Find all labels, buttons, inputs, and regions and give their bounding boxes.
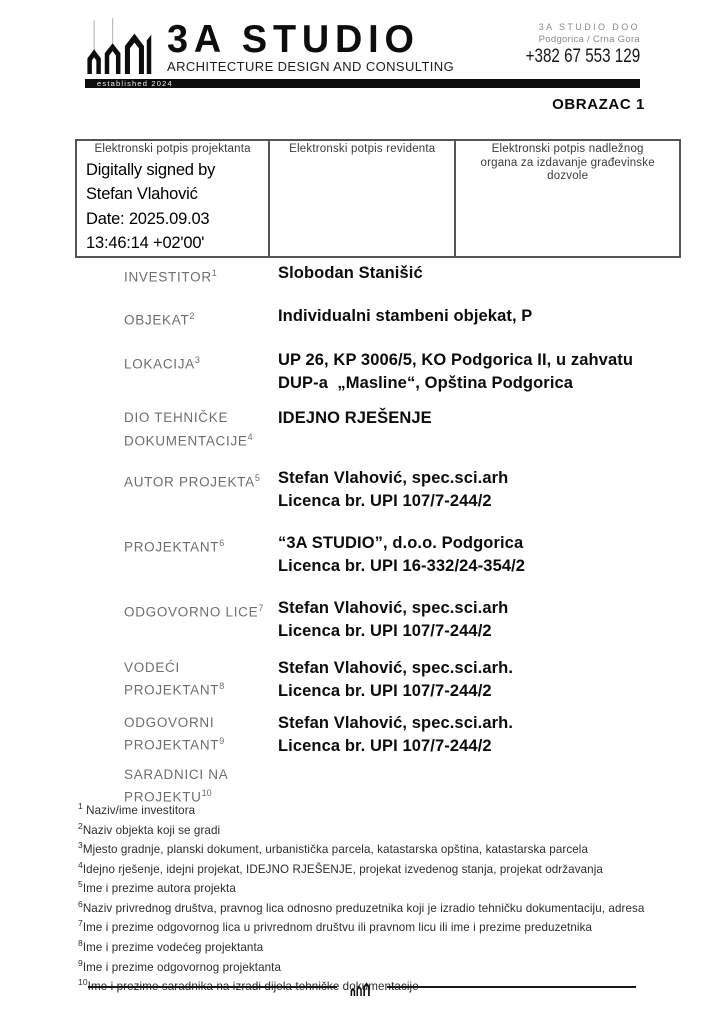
company-location: Podgorica / Crna Gora: [538, 34, 640, 45]
form-row-dio-tehnicke-dokumentacije: [124, 407, 664, 451]
footnote: $^6$Naziv privrednog društva, pravnog lica odnosno preduzetnika koji je izradio tehničku dokumentaciju, adresa: [78, 898, 645, 915]
form-value: Stefan Vlahović, spec.sci.arh. Licenca br. UPI 107/7-244/2: [278, 658, 514, 700]
company-logo-icon: [85, 18, 157, 74]
signature-col-header: Elektronski potpis nadležnog organa za izdavanje građevinske dozvole: [480, 143, 655, 182]
signature-table: [75, 139, 681, 258]
company-phone: +382 67 553 129: [525, 46, 640, 67]
footnote: $^7$Ime i prezime odgovornog lica u privrednom društvu ili pravnom licu ili ime i prezime preduzetnika: [78, 918, 593, 935]
form-value: Stefan Vlahović, spec.sci.arh Licenca br. UPI 107/7-244/2: [278, 598, 509, 640]
form-label: VODEĆI PROJEKTANT$^8$: [124, 659, 225, 698]
signature-col-header: Elektronski potpis projektanta: [94, 143, 251, 155]
form-row-lokacija: [124, 349, 664, 395]
signature-line: Date: 2025.09.03: [86, 209, 210, 228]
form-row-autor-projekta: [124, 467, 664, 513]
form-code: OBRAZAC 1: [552, 96, 645, 113]
contact-block: [497, 22, 640, 68]
form-label: ODGOVORNO LICE$^7$: [124, 602, 264, 619]
form-label: LOKACIJA$^3$: [124, 355, 200, 372]
form-row-odgovorno-lice: [124, 597, 664, 643]
signature-cell-nadlezni-organ: [455, 140, 680, 257]
form-value: IDEJNO RJEŠENJE: [278, 409, 432, 427]
form-label: OBJEKAT$^2$: [124, 311, 195, 328]
form-value: “3A STUDIO”, d.o.o. Podgorica Licenca br. UPI 16-332/24-354/2: [278, 533, 526, 575]
footnote: $^1$ Naziv/ime investitora: [78, 801, 196, 817]
footnote: $^9$Ime i prezime odgovornog projektanta: [78, 957, 282, 974]
form-row-objekat: [124, 305, 664, 330]
form-label: SARADNICI NA PROJEKTU$^{10}$: [124, 766, 228, 805]
signature-line: Stefan Vlahović: [86, 185, 198, 203]
footer-divider: [387, 986, 636, 988]
footnote: $^3$Mjesto gradnje, planski dokument, urbanistička parcela, katastarska opština, katastarska parcela: [78, 840, 588, 856]
signature-line: 13:46:14 +02'00': [86, 234, 205, 252]
digital-signature: [81, 158, 264, 256]
signature-cell-projektant: [76, 140, 269, 257]
footnote: $^8$Ime i prezime vodećeg projektanta: [78, 937, 264, 954]
form-label: ODGOVORNI PROJEKTANT$^9$: [124, 714, 225, 753]
form-row-odgovorni-projektant: [124, 712, 664, 758]
signature-line: Digitally signed by: [86, 160, 216, 179]
page-footer: [88, 977, 636, 996]
footnote: $^{10}$ dokumentacije: [78, 977, 419, 993]
form-label: AUTOR PROJEKTA$^5$: [124, 472, 260, 489]
footnote: $^5$Ime i prezime autora projekta: [78, 879, 236, 896]
footnote: $^2$Naziv objekta koji se gradi: [78, 820, 221, 837]
form-value: Slobodan Stanišić: [278, 264, 423, 282]
footnote: $^4$Idejno rješenje, idejni projekat, IDEJNO RJEŠENJE, projekat izvedenog stanja, projekat održavanja: [78, 859, 603, 876]
company-name: 3A STUDIO DOO: [538, 22, 640, 32]
brand-tagline: ARCHITECTURE DESIGN AND CONSULTING: [167, 59, 455, 74]
form-label: PROJEKTANT$^6$: [124, 537, 225, 554]
footer-divider: [88, 986, 337, 988]
established-bar: established 2024: [85, 79, 640, 88]
form-value: Stefan Vlahović, spec.sci.arh Licenca br. UPI 107/7-244/2: [278, 468, 509, 510]
form-row-projektant: [124, 532, 664, 578]
footnotes-section: [78, 799, 658, 995]
form-label: DIO TEHNIČKE DOKUMENTACIJE$^4$: [124, 410, 253, 448]
signature-col-header: Elektronski potpis revidenta: [289, 143, 436, 155]
project-info-section: [124, 262, 664, 807]
form-row-vodeci-projektant: [124, 657, 664, 703]
form-label: INVESTITOR$^1$: [124, 268, 217, 285]
footer-logo-icon: [350, 977, 374, 996]
form-value: UP 26, KP 3006/5, KO Podgorica II, u zahvatu DUP-a „Masline“, Opština Podgorica: [278, 351, 634, 392]
form-value: Individualni stambeni objekat, P: [278, 307, 533, 325]
letterhead: [85, 18, 640, 88]
signature-cell-revident: [269, 140, 455, 257]
form-value: Stefan Vlahović, spec.sci.arh. Licenca br. UPI 107/7-244/2: [278, 713, 514, 755]
brand-name: 3A STUDIO: [167, 18, 420, 61]
form-row-investitor: [124, 262, 664, 287]
